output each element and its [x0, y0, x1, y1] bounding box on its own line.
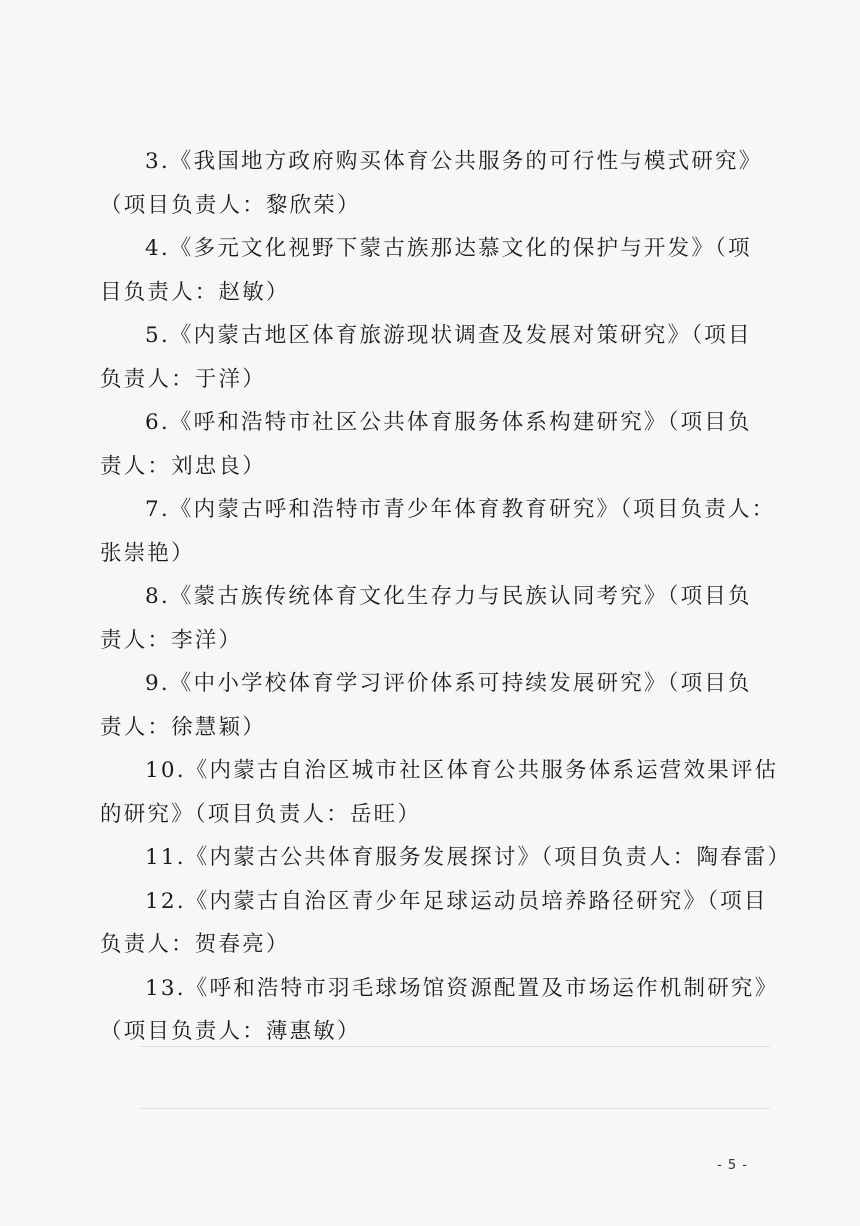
list-item: [100, 314, 750, 401]
list-item-line: 8.《蒙古族传统体育文化生存力与民族认同考究》（项目负: [145, 584, 752, 609]
list-item-line: 责人：李洋）: [100, 627, 243, 653]
list-item-line: 3.《我国地方政府购买体育公共服务的可行性与模式研究》: [145, 149, 763, 174]
list-item-line: （项目负责人：黎欣荣）: [100, 192, 361, 218]
list-item-line: 13.《呼和浩特市羽毛球场馆资源配置及市场运作机制研究》: [145, 975, 779, 1001]
list-item-line: 12.《内蒙古自治区青少年足球运动员培养路径研究》（项目: [145, 888, 768, 914]
list-item-line: 7.《内蒙古呼和浩特市青少年体育教育研究》（项目负责人：: [145, 497, 776, 522]
list-item: [100, 488, 776, 575]
list-item-line: 目负责人：赵敏）: [100, 279, 290, 305]
list-item-line: 负责人：于洋）: [100, 366, 266, 392]
list-item: [100, 836, 792, 880]
list-item-line: （项目负责人：薄惠敏）: [100, 1019, 361, 1044]
list-item-line: 4.《多元文化视野下蒙古族那达慕文化的保护与开发》（项: [145, 236, 752, 261]
list-item: [100, 140, 763, 227]
project-list: [100, 140, 792, 1054]
list-item-line: 张崇艳）: [100, 540, 195, 566]
list-item-line: 10.《内蒙古自治区城市社区体育公共服务体系运营效果评估: [145, 758, 779, 783]
list-item-line: 9.《中小学校体育学习评价体系可持续发展研究》（项目负: [145, 671, 752, 696]
list-item: [100, 967, 779, 1054]
list-item-line: 的研究》（项目负责人：岳旺）: [100, 801, 422, 827]
list-item: [100, 401, 750, 488]
bleed-through-rule: [140, 1108, 770, 1109]
list-item: [100, 662, 750, 749]
list-item: [100, 749, 779, 836]
page-number: - 5 -: [717, 1158, 748, 1173]
list-item: [100, 575, 750, 662]
list-item-line: 11.《内蒙古公共体育服务发展探讨》（项目负责人：陶春雷）: [145, 845, 792, 870]
list-item-line: 责人：刘忠良）: [100, 453, 266, 479]
list-item: [100, 227, 750, 314]
list-item-line: 5.《内蒙古地区体育旅游现状调查及发展对策研究》（项目: [145, 323, 752, 348]
list-item-line: 负责人：贺春亮）: [100, 932, 290, 957]
list-item: [100, 880, 768, 967]
list-item-line: 6.《呼和浩特市社区公共体育服务体系构建研究》（项目负: [145, 410, 752, 435]
list-item-line: 责人：徐慧颖）: [100, 714, 266, 740]
